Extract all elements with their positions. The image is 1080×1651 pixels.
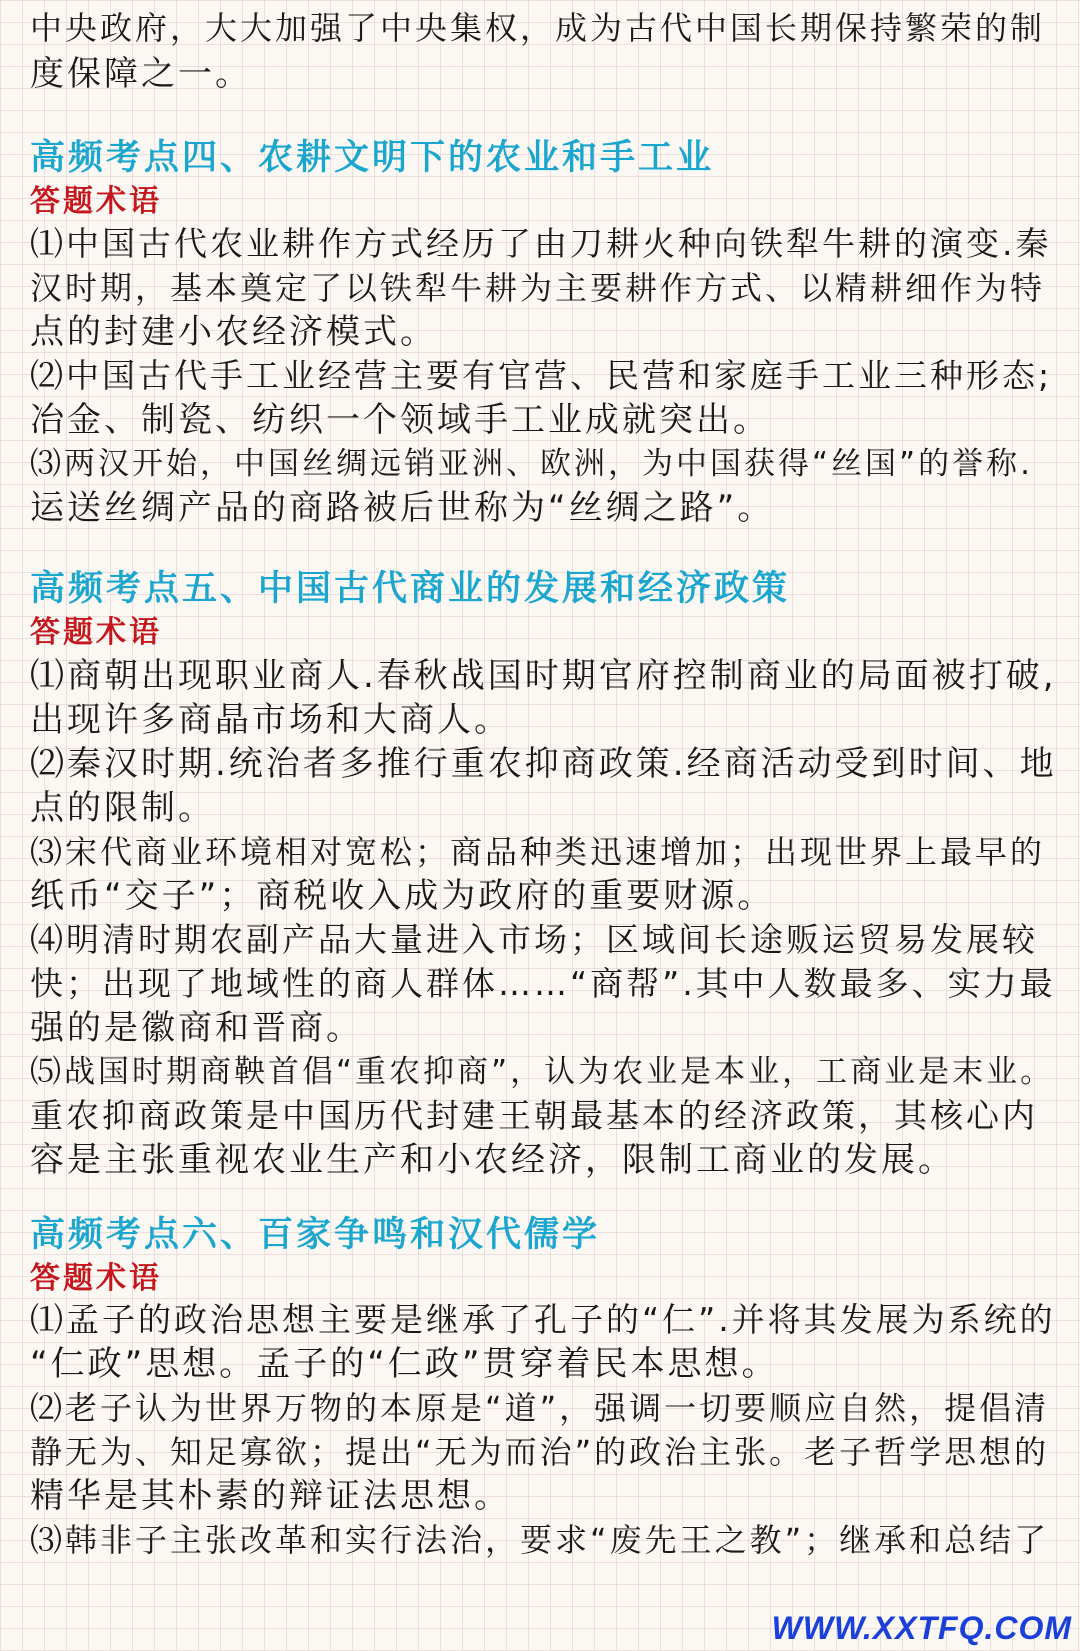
text-line: 运送丝绸产品的商路被后世称为“丝绸之路”。 [30, 488, 775, 528]
text-line: 快；出现了地域性的商人群体……“商帮”.其中人数最多、实力最 [30, 964, 1056, 1003]
section-heading-4: 高频考点四、农耕文明下的农业和手工业 [30, 138, 715, 178]
answer-terms-label: 答题术语 [30, 184, 162, 219]
text-line: ⑴孟子的政治思想主要是继承了孔子的“仁”.并将其发展为系统的 [30, 1300, 1056, 1339]
section-heading-6: 高频考点六、百家争鸣和汉代儒学 [30, 1215, 601, 1255]
answer-terms-label: 答题术语 [30, 1261, 162, 1296]
text-line: 出现许多商晶市场和大商人。 [30, 700, 511, 740]
text-line: ⑴商朝出现职业商人.春秋战国时期官府控制商业的局面被打破, [30, 656, 1057, 696]
text-line: 汉时期，基本奠定了以铁犁牛耕为主要耕作方式、以精耕细作为特 [30, 269, 1046, 307]
text-line: ⑵秦汉时期.统治者多推行重农抑商政策.经商活动受到时间、地 [30, 744, 1057, 784]
text-line: 容是主张重视农业生产和小农经济，限制工商业的发展。 [30, 1140, 955, 1180]
text-line: 冶金、制瓷、纺织一个领域手工业成就突出。 [30, 400, 770, 440]
text-line: 静无为、知足寡欲；提出“无为而治”的政治主张。老子哲学思想的 [30, 1433, 1050, 1471]
text-line: 点的封建小农经济模式。 [30, 312, 437, 352]
text-line: ⑶两汉开始，中国丝绸远销亚洲、欧洲，为中国获得“丝国”的誉称. [30, 446, 1033, 482]
text-line: 点的限制。 [30, 788, 215, 828]
text-line: “仁政”思想。孟子的“仁政”贯穿着民本思想。 [30, 1344, 779, 1384]
text-line: 强的是徽商和晋商。 [30, 1008, 363, 1048]
answer-terms-label: 答题术语 [30, 615, 162, 650]
site-watermark: WWW.XXTFQ.COM [771, 1610, 1072, 1646]
text-line: 精华是其朴素的辩证法思想。 [30, 1476, 511, 1516]
text-line: ⑷明清时期农副产品大量进入市场；区域间长途贩运贸易发展较 [30, 920, 1038, 959]
text-line: ⑵中国古代手工业经营主要有官营、民营和家庭手工业三种形态; [30, 356, 1053, 395]
text-line: ⑴中国古代农业耕作方式经历了由刀耕火种向铁犁牛耕的演变.秦 [30, 224, 1052, 263]
text-line: 中央政府，大大加强了中央集权，成为古代中国长期保持繁荣的制 [30, 9, 1046, 47]
text-line: 重农抑商政策是中国历代封建王朝最基本的经济政策，其核心内 [30, 1096, 1038, 1135]
text-line: ⑶宋代商业环境相对宽松；商品种类迅速增加；出现世界上最早的 [30, 833, 1046, 871]
text-line: ⑸战国时期商鞅首倡“重农抑商”，认为农业是本业，工商业是末业。 [30, 1054, 1055, 1090]
text-line: ⑵老子认为世界万物的本原是“道”，强调一切要顺应自然，提倡清 [30, 1389, 1050, 1427]
text-line: 纸币“交子”；商税收入成为政府的重要财源。 [30, 876, 775, 916]
text-line: ⑶韩非子主张改革和实行法治，要求“废先王之教”；继承和总结了 [30, 1521, 1050, 1559]
section-heading-5: 高频考点五、中国古代商业的发展和经济政策 [30, 569, 791, 609]
text-line: 度保障之一。 [30, 54, 252, 94]
